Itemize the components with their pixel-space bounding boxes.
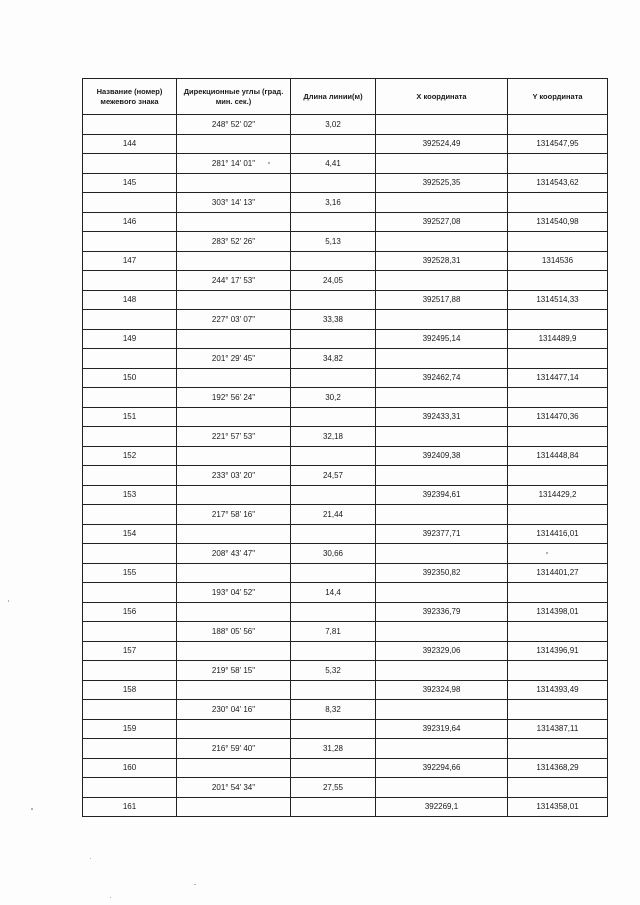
marker-name-cell: 156 [83, 602, 177, 622]
marker-name-cell [83, 388, 177, 408]
table-header-row [83, 79, 608, 115]
bearing-angle-cell [177, 446, 291, 466]
y-coordinate-cell: 1314393,49 [508, 680, 608, 700]
table-row [83, 641, 608, 661]
table-row [83, 193, 608, 213]
table-row [83, 134, 608, 154]
line-length-cell [291, 368, 376, 388]
y-coordinate-cell [508, 349, 608, 369]
bearing-angle-cell: 192° 56' 24" [177, 388, 291, 408]
bearing-angle-cell [177, 368, 291, 388]
marker-name-cell [83, 115, 177, 135]
x-coordinate-cell [376, 661, 508, 681]
bearing-angle-cell: 303° 14' 13" [177, 193, 291, 213]
scan-speck [194, 884, 196, 885]
bearing-angle-cell [177, 680, 291, 700]
x-coordinate-cell [376, 349, 508, 369]
bearing-angle-cell: 227° 03' 07" [177, 310, 291, 330]
y-coordinate-cell: 1314368,29 [508, 758, 608, 778]
line-length-cell [291, 134, 376, 154]
marker-name-cell [83, 544, 177, 564]
marker-name-cell: 155 [83, 563, 177, 583]
line-length-cell: 31,28 [291, 739, 376, 759]
header-bearing-angle: Дирекционные углы (град. мин. сек.) [177, 79, 291, 115]
marker-name-cell: 153 [83, 485, 177, 505]
table-row [83, 758, 608, 778]
bearing-angle-cell: 188° 05' 56" [177, 622, 291, 642]
line-length-cell: 24,05 [291, 271, 376, 291]
table-row [83, 310, 608, 330]
table-row [83, 544, 608, 564]
x-coordinate-cell [376, 739, 508, 759]
bearing-angle-cell: 201° 29' 45" [177, 349, 291, 369]
y-coordinate-cell [508, 310, 608, 330]
y-coordinate-cell [508, 661, 608, 681]
y-coordinate-cell: 1314429,2 [508, 485, 608, 505]
marker-name-cell [83, 505, 177, 525]
x-coordinate-cell: 392525,35 [376, 173, 508, 193]
x-coordinate-cell: 392324,98 [376, 680, 508, 700]
boundary-coordinates-table [82, 78, 608, 817]
table-row [83, 466, 608, 486]
y-coordinate-cell [508, 778, 608, 798]
marker-name-cell: 160 [83, 758, 177, 778]
line-length-cell [291, 563, 376, 583]
marker-name-cell: 159 [83, 719, 177, 739]
line-length-cell: 33,38 [291, 310, 376, 330]
y-coordinate-cell [508, 232, 608, 252]
y-coordinate-cell: 1314416,01 [508, 524, 608, 544]
x-coordinate-cell [376, 544, 508, 564]
table-row [83, 680, 608, 700]
table-row [83, 212, 608, 232]
table-row [83, 719, 608, 739]
y-coordinate-cell: 1314543,62 [508, 173, 608, 193]
marker-name-cell [83, 622, 177, 642]
y-coordinate-cell [508, 466, 608, 486]
x-coordinate-cell: 392319,64 [376, 719, 508, 739]
x-coordinate-cell: 392329,06 [376, 641, 508, 661]
table-row [83, 602, 608, 622]
table-row [83, 427, 608, 447]
marker-name-cell: 146 [83, 212, 177, 232]
line-length-cell [291, 212, 376, 232]
marker-name-cell: 154 [83, 524, 177, 544]
bearing-angle-cell [177, 134, 291, 154]
x-coordinate-cell [376, 271, 508, 291]
bearing-angle-cell [177, 251, 291, 271]
x-coordinate-cell: 392377,71 [376, 524, 508, 544]
x-coordinate-cell [376, 778, 508, 798]
bearing-angle-cell: 221° 57' 53" [177, 427, 291, 447]
scan-speck [90, 858, 91, 859]
bearing-angle-cell [177, 758, 291, 778]
y-coordinate-cell: 1314547,95 [508, 134, 608, 154]
line-length-cell [291, 329, 376, 349]
header-y-coordinate: Y координата [508, 79, 608, 115]
x-coordinate-cell: 392409,38 [376, 446, 508, 466]
table-row [83, 797, 608, 817]
bearing-angle-cell: 230° 04' 16" [177, 700, 291, 720]
marker-name-cell [83, 349, 177, 369]
y-coordinate-cell: 1314514,33 [508, 290, 608, 310]
y-coordinate-cell: 1314470,36 [508, 407, 608, 427]
x-coordinate-cell [376, 466, 508, 486]
bearing-angle-cell: 216° 59' 40" [177, 739, 291, 759]
table-row [83, 407, 608, 427]
bearing-angle-cell [177, 797, 291, 817]
table-body [83, 115, 608, 817]
line-length-cell: 27,55 [291, 778, 376, 798]
x-coordinate-cell [376, 505, 508, 525]
bearing-angle-cell [177, 407, 291, 427]
bearing-angle-cell: 244° 17' 53" [177, 271, 291, 291]
marker-name-cell [83, 700, 177, 720]
table-row [83, 563, 608, 583]
line-length-cell [291, 173, 376, 193]
marker-name-cell [83, 466, 177, 486]
bearing-angle-cell [177, 485, 291, 505]
table-row [83, 622, 608, 642]
bearing-angle-cell: 219° 58' 15" [177, 661, 291, 681]
x-coordinate-cell: 392517,88 [376, 290, 508, 310]
y-coordinate-cell: 1314401,27 [508, 563, 608, 583]
y-coordinate-cell [508, 271, 608, 291]
y-coordinate-cell [508, 583, 608, 603]
table-row [83, 388, 608, 408]
line-length-cell [291, 446, 376, 466]
y-coordinate-cell [508, 427, 608, 447]
scan-speck [110, 897, 111, 898]
marker-name-cell [83, 232, 177, 252]
table-row [83, 251, 608, 271]
x-coordinate-cell [376, 193, 508, 213]
line-length-cell [291, 524, 376, 544]
marker-name-cell [83, 739, 177, 759]
table-row [83, 271, 608, 291]
bearing-angle-cell: 208° 43' 47" [177, 544, 291, 564]
header-line-length: Длина линии(м) [291, 79, 376, 115]
line-length-cell: 3,16 [291, 193, 376, 213]
scan-speck [546, 552, 548, 554]
bearing-angle-cell: 248° 52' 02" [177, 115, 291, 135]
bearing-angle-cell [177, 719, 291, 739]
line-length-cell [291, 797, 376, 817]
x-coordinate-cell [376, 115, 508, 135]
bearing-angle-cell [177, 602, 291, 622]
line-length-cell: 8,32 [291, 700, 376, 720]
line-length-cell: 5,32 [291, 661, 376, 681]
x-coordinate-cell [376, 700, 508, 720]
line-length-cell [291, 758, 376, 778]
marker-name-cell: 144 [83, 134, 177, 154]
y-coordinate-cell: 1314489,9 [508, 329, 608, 349]
table-row [83, 505, 608, 525]
y-coordinate-cell [508, 700, 608, 720]
table-row [83, 739, 608, 759]
y-coordinate-cell [508, 622, 608, 642]
marker-name-cell: 147 [83, 251, 177, 271]
x-coordinate-cell: 392269,1 [376, 797, 508, 817]
line-length-cell: 4,41 [291, 154, 376, 174]
table-row [83, 583, 608, 603]
x-coordinate-cell: 392524,49 [376, 134, 508, 154]
x-coordinate-cell [376, 154, 508, 174]
table-row [83, 368, 608, 388]
bearing-angle-cell: 217° 58' 16" [177, 505, 291, 525]
table-row [83, 290, 608, 310]
y-coordinate-cell [508, 544, 608, 564]
y-coordinate-cell: 1314398,01 [508, 602, 608, 622]
bearing-angle-cell [177, 329, 291, 349]
header-x-coordinate: X координата [376, 79, 508, 115]
line-length-cell: 3,02 [291, 115, 376, 135]
bearing-angle-cell [177, 641, 291, 661]
table-row [83, 524, 608, 544]
line-length-cell: 34,82 [291, 349, 376, 369]
table-row [83, 485, 608, 505]
scan-speck [268, 162, 270, 164]
x-coordinate-cell: 392462,74 [376, 368, 508, 388]
table-row [83, 446, 608, 466]
y-coordinate-cell: 1314448,84 [508, 446, 608, 466]
line-length-cell: 30,66 [291, 544, 376, 564]
y-coordinate-cell: 1314536 [508, 251, 608, 271]
marker-name-cell [83, 778, 177, 798]
marker-name-cell [83, 310, 177, 330]
line-length-cell [291, 251, 376, 271]
marker-name-cell: 158 [83, 680, 177, 700]
y-coordinate-cell: 1314477,14 [508, 368, 608, 388]
x-coordinate-cell: 392433,31 [376, 407, 508, 427]
marker-name-cell [83, 427, 177, 447]
table-row [83, 661, 608, 681]
line-length-cell [291, 680, 376, 700]
marker-name-cell: 152 [83, 446, 177, 466]
line-length-cell [291, 719, 376, 739]
bearing-angle-cell: 233° 03' 20" [177, 466, 291, 486]
bearing-angle-cell: 193° 04' 52" [177, 583, 291, 603]
marker-name-cell: 149 [83, 329, 177, 349]
bearing-angle-cell [177, 290, 291, 310]
line-length-cell: 24,57 [291, 466, 376, 486]
line-length-cell: 32,18 [291, 427, 376, 447]
line-length-cell [291, 407, 376, 427]
y-coordinate-cell: 1314387,11 [508, 719, 608, 739]
table-row [83, 115, 608, 135]
marker-name-cell [83, 271, 177, 291]
y-coordinate-cell: 1314358,01 [508, 797, 608, 817]
bearing-angle-cell [177, 563, 291, 583]
x-coordinate-cell [376, 310, 508, 330]
table-row [83, 700, 608, 720]
line-length-cell: 14,4 [291, 583, 376, 603]
line-length-cell: 30,2 [291, 388, 376, 408]
x-coordinate-cell: 392394,61 [376, 485, 508, 505]
header-marker-name: Название (номер) межевого знака [83, 79, 177, 115]
y-coordinate-cell: 1314396,91 [508, 641, 608, 661]
scan-speck [8, 600, 9, 602]
line-length-cell: 21,44 [291, 505, 376, 525]
bearing-angle-cell: 201° 54' 34" [177, 778, 291, 798]
x-coordinate-cell [376, 622, 508, 642]
y-coordinate-cell [508, 154, 608, 174]
x-coordinate-cell [376, 388, 508, 408]
bearing-angle-cell [177, 212, 291, 232]
x-coordinate-cell [376, 427, 508, 447]
line-length-cell: 5,13 [291, 232, 376, 252]
marker-name-cell [83, 193, 177, 213]
table-row [83, 329, 608, 349]
x-coordinate-cell: 392528,31 [376, 251, 508, 271]
table-row [83, 232, 608, 252]
x-coordinate-cell: 392336,79 [376, 602, 508, 622]
line-length-cell [291, 290, 376, 310]
x-coordinate-cell: 392350,82 [376, 563, 508, 583]
line-length-cell [291, 641, 376, 661]
marker-name-cell: 151 [83, 407, 177, 427]
bearing-angle-cell [177, 524, 291, 544]
marker-name-cell: 145 [83, 173, 177, 193]
scan-speck [31, 808, 33, 810]
marker-name-cell: 148 [83, 290, 177, 310]
marker-name-cell [83, 583, 177, 603]
y-coordinate-cell [508, 388, 608, 408]
marker-name-cell: 161 [83, 797, 177, 817]
marker-name-cell: 150 [83, 368, 177, 388]
table-row [83, 349, 608, 369]
marker-name-cell [83, 154, 177, 174]
table-row [83, 173, 608, 193]
x-coordinate-cell [376, 583, 508, 603]
bearing-angle-cell: 283° 52' 26" [177, 232, 291, 252]
x-coordinate-cell [376, 232, 508, 252]
y-coordinate-cell [508, 739, 608, 759]
bearing-angle-cell [177, 173, 291, 193]
marker-name-cell [83, 661, 177, 681]
x-coordinate-cell: 392527,08 [376, 212, 508, 232]
y-coordinate-cell [508, 505, 608, 525]
x-coordinate-cell: 392294,66 [376, 758, 508, 778]
y-coordinate-cell [508, 193, 608, 213]
line-length-cell [291, 485, 376, 505]
bearing-angle-cell: 281° 14' 01" [177, 154, 291, 174]
y-coordinate-cell [508, 115, 608, 135]
line-length-cell [291, 602, 376, 622]
table-row [83, 154, 608, 174]
line-length-cell: 7,81 [291, 622, 376, 642]
marker-name-cell: 157 [83, 641, 177, 661]
table-row [83, 778, 608, 798]
x-coordinate-cell: 392495,14 [376, 329, 508, 349]
y-coordinate-cell: 1314540,98 [508, 212, 608, 232]
